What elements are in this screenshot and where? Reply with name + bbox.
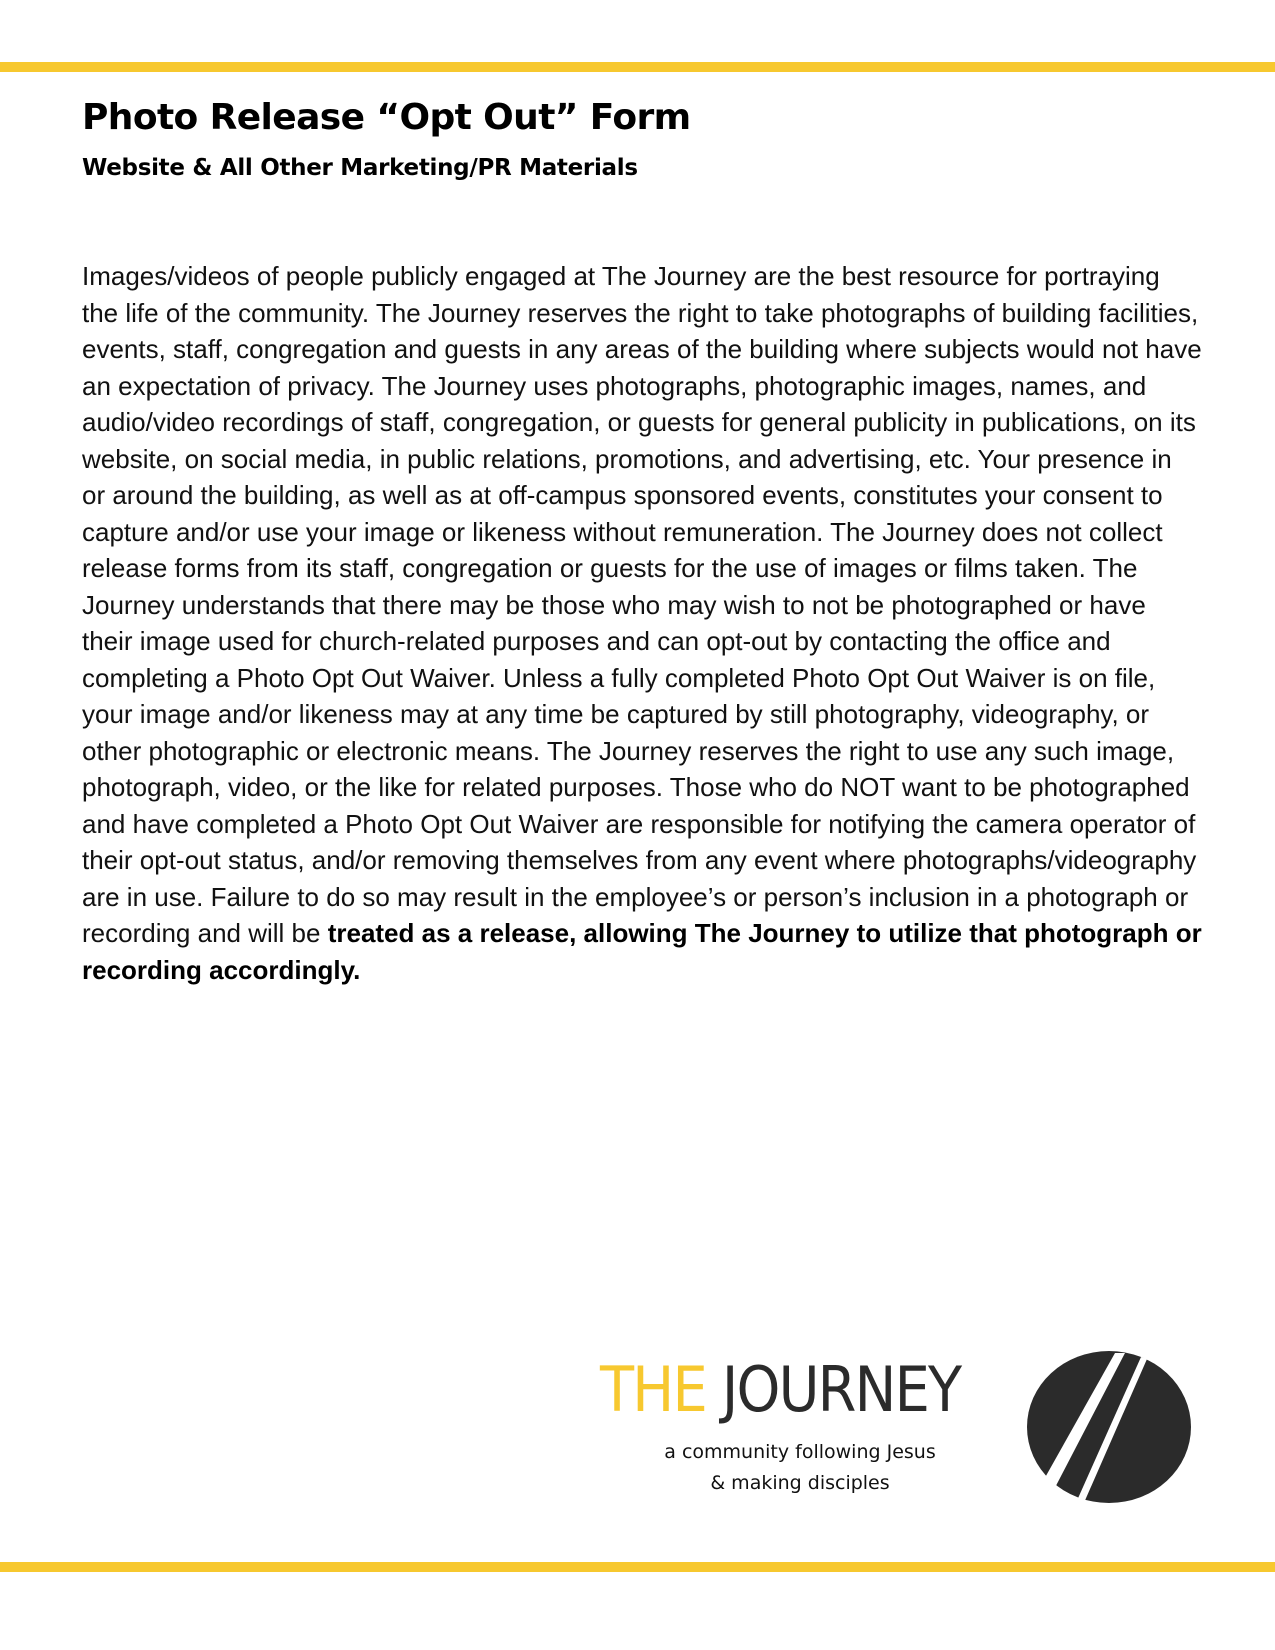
bottom-accent-rule (0, 1562, 1275, 1572)
release-policy-paragraph (82, 258, 1202, 988)
road-circle-icon (1025, 1349, 1193, 1505)
policy-text: Images/videos of people publicly engaged at The Journey are the best resource for portraying the life of the community. The Journey reserves the right to take photographs of building facilities, events, staff, congregation and guests in any areas of the building where subjects would not have an expectation of privacy. The Journey uses photographs, photographic images, names, and audio/video recordings of staff, congregation, or guests for general publicity in publications, on its website, on social media, in public relations, promotions, and advertising, etc. Your presence in or around the building, as well as at off-campus sponsored events, constitutes your consent to capture and/or use your image or likeness without remuneration. The Journey does not collect release forms from its staff, congregation or guests for the use of images or films taken. The Journey understands that there may be those who may wish to not be photographed or have their image used for church-related purposes and can opt-out by contacting the office and completing a Photo Opt Out Waiver. Unless a fully completed Photo Opt Out Waiver is on file, your image and/or likeness may at any time be captured by still photography, videography, or other photographic or electronic means. The Journey reserves the right to use any such image, photograph, video, or the like for related purposes. Those who do NOT want to be photographed and have completed a Photo Opt Out Waiver are responsible for notifying the camera operator of their opt-out status, and/or removing themselves from any event where photographs/videography are in use. Failure to do so may result in the employee’s or person’s inclusion in a photograph or recording and will be (82, 261, 1202, 948)
tagline-line-2: & making disciples (710, 1472, 890, 1494)
policy-emphasis-text: treated as a release, allowing The Journey to utilize that photograph or recording accordingly. (82, 918, 1202, 985)
organization-logo (600, 1355, 1200, 1525)
logo-tagline (655, 1437, 945, 1499)
page-title: Photo Release “Opt Out” Form (82, 97, 691, 138)
logo-word-the: THE (600, 1353, 706, 1426)
logo-word-journey: JOURNEY (721, 1353, 961, 1426)
page-subtitle: Website & All Other Marketing/PR Materials (82, 155, 638, 181)
tagline-line-1: a community following Jesus (664, 1441, 936, 1463)
top-accent-rule (0, 62, 1275, 72)
logo-wordmark (600, 1355, 960, 1425)
